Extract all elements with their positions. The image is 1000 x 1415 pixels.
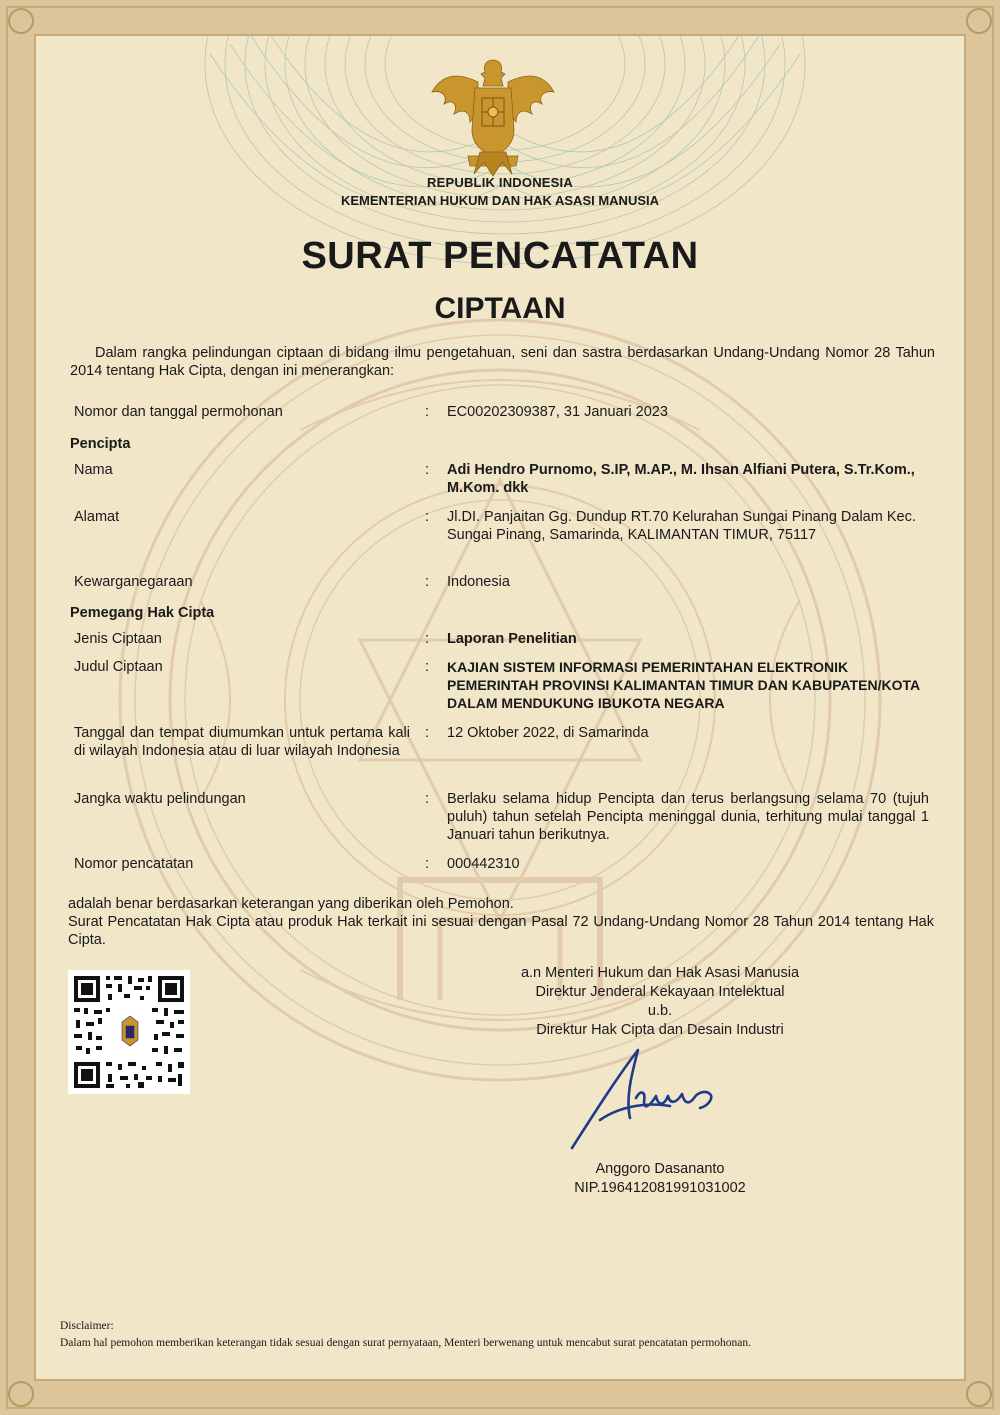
- field-value: 000442310: [447, 856, 520, 872]
- signatory-line-3: u.b.: [647, 1003, 673, 1019]
- document-title: SURAT PENCATATAN: [301, 235, 699, 277]
- field-value: 12 Oktober 2022, di Samarinda: [447, 725, 649, 741]
- handwritten-signature: [560, 1040, 730, 1155]
- garuda-emblem-icon: [428, 52, 558, 177]
- ministry-name: KEMENTERIAN HUKUM DAN HAK ASASI MANUSIA: [340, 193, 660, 208]
- section-heading-pencipta: Pencipta: [70, 436, 131, 452]
- field-label: Judul Ciptaan: [74, 659, 163, 675]
- field-colon: :: [425, 856, 430, 872]
- field-value: KAJIAN SISTEM INFORMASI PEMERINTAHAN ELEKTRONIK PEMERINTAH PROVINSI KALIMANTAN TIMUR DAN KABUPATEN/KOTA DALAM MENDUKUNG IBUKOTA NEGARA: [447, 659, 920, 711]
- field-value: Berlaku selama hidup Pencipta dan terus berlangsung selama 70 (tujuh puluh) tahun setelah Pencipta meninggal dunia, terhitung mulai tanggal 1 Januari tahun berikutnya.: [447, 791, 929, 843]
- field-label: Jangka waktu pelindungan: [74, 791, 246, 807]
- document-subtitle: CIPTAAN: [434, 292, 566, 325]
- field-colon: :: [425, 791, 430, 807]
- field-label: Kewarganegaraan: [74, 574, 193, 590]
- closing-legal-basis: Surat Pencatatan Hak Cipta atau produk Hak terkait ini sesuai dengan Pasal 72 Undang-Undang Nomor 28 Tahun 2014 tentang Hak Cipta.: [68, 914, 934, 948]
- closing-statement: adalah benar berdasarkan keterangan yang diberikan oleh Pemohon.: [68, 896, 514, 912]
- field-value: Indonesia: [447, 574, 510, 590]
- field-label: Alamat: [74, 509, 120, 525]
- field-colon: :: [425, 725, 430, 741]
- field-label: Tanggal dan tempat diumumkan untuk pertama kali di wilayah Indonesia atau di luar wilayah Indonesia: [74, 725, 410, 759]
- signatory-line-1: a.n Menteri Hukum dan Hak Asasi Manusia: [520, 965, 800, 981]
- field-colon: :: [425, 631, 430, 647]
- signatory-nip: NIP.196412081991031002: [574, 1180, 746, 1196]
- field-label: Nama: [74, 462, 113, 478]
- signatory-line-2: Direktur Jenderal Kekayaan Intelektual: [535, 984, 785, 1000]
- field-value: Laporan Penelitian: [447, 631, 577, 647]
- disclaimer-text: Dalam hal pemohon memberikan keterangan tidak sesuai dengan surat pernyataan, Menteri berwenang untuk mencabut surat pencatatan permohonan.: [60, 1337, 752, 1349]
- field-colon: :: [425, 574, 430, 590]
- field-label: Nomor dan tanggal permohonan: [74, 404, 283, 420]
- field-value: Jl.DI. Panjaitan Gg. Dundup RT.70 Kelurahan Sungai Pinang Dalam Kec. Sungai Pinang, Samarinda, KALIMANTAN TIMUR, 75117: [447, 509, 916, 543]
- signatory-line-4: Direktur Hak Cipta dan Desain Industri: [536, 1022, 784, 1038]
- field-label: Jenis Ciptaan: [74, 631, 162, 647]
- disclaimer-heading: Disclaimer:: [60, 1320, 114, 1332]
- field-label: Nomor pencatatan: [74, 856, 194, 872]
- field-value: Adi Hendro Purnomo, S.IP, M.AP., M. Ihsan Alfiani Putera, S.Tr.Kom., M.Kom. dkk: [447, 462, 915, 496]
- intro-paragraph: Dalam rangka pelindungan ciptaan di bidang ilmu pengetahuan, seni dan sastra berdasarkan Undang-Undang Nomor 28 Tahun 2014 tentang Hak Cipta, dengan ini menerangkan:: [70, 345, 935, 379]
- field-value: EC00202309387, 31 Januari 2023: [447, 404, 668, 420]
- section-heading-pemegang: Pemegang Hak Cipta: [70, 605, 215, 621]
- field-colon: :: [425, 659, 430, 675]
- verification-qr-code: [68, 970, 190, 1094]
- field-colon: :: [425, 404, 430, 420]
- field-colon: :: [425, 462, 430, 478]
- field-colon: :: [425, 509, 430, 525]
- country-name: REPUBLIK INDONESIA: [427, 175, 573, 190]
- signatory-name: Anggoro Dasananto: [595, 1161, 725, 1177]
